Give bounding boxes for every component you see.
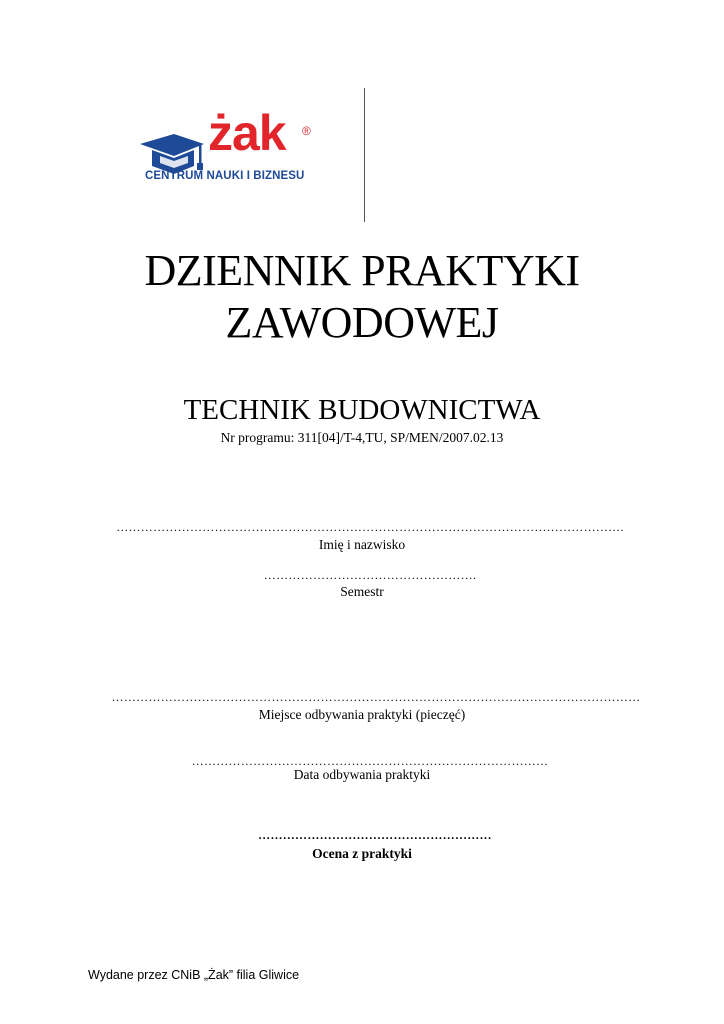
header-divider bbox=[364, 88, 365, 222]
name-fill-line: ……………………………………………………………………………………………………………. bbox=[116, 520, 624, 534]
program-number: Nr programu: 311[04]/T-4,TU, SP/MEN/2007.02.13 bbox=[220, 430, 504, 445]
semester-fill-line: ……………………………………………. bbox=[263, 568, 477, 582]
footer-publisher: Wydane przez CNiB „Żak” filia Gliwice bbox=[88, 968, 300, 982]
logo-tagline: CENTRUM NAUKI I BIZNESU bbox=[145, 170, 305, 182]
title-line-2: ZAWODOWEJ bbox=[225, 298, 499, 347]
date-label: Data odbywania praktyki bbox=[293, 767, 431, 782]
semester-label: Semestr bbox=[340, 584, 384, 599]
zak-logo bbox=[138, 105, 318, 192]
logo-wordmark: żak bbox=[208, 105, 286, 161]
registered-mark: ® bbox=[302, 124, 311, 138]
profession-title: TECHNIK BUDOWNICTWA bbox=[183, 394, 541, 426]
title-line-1: DZIENNIK PRAKTYKI bbox=[144, 246, 580, 295]
place-fill-line: ………………………………………………………………………………………………………………… bbox=[111, 690, 641, 704]
document-title bbox=[0, 245, 724, 349]
name-label: Imię i nazwisko bbox=[318, 537, 406, 552]
place-label: Miejsce odbywania praktyki (pieczęć) bbox=[258, 707, 466, 722]
date-fill-line: …………………………………………………………………………… bbox=[191, 754, 549, 768]
grade-label: Ocena z praktyki bbox=[312, 846, 412, 861]
grade-fill-line: ………………………………………………… bbox=[258, 828, 492, 842]
